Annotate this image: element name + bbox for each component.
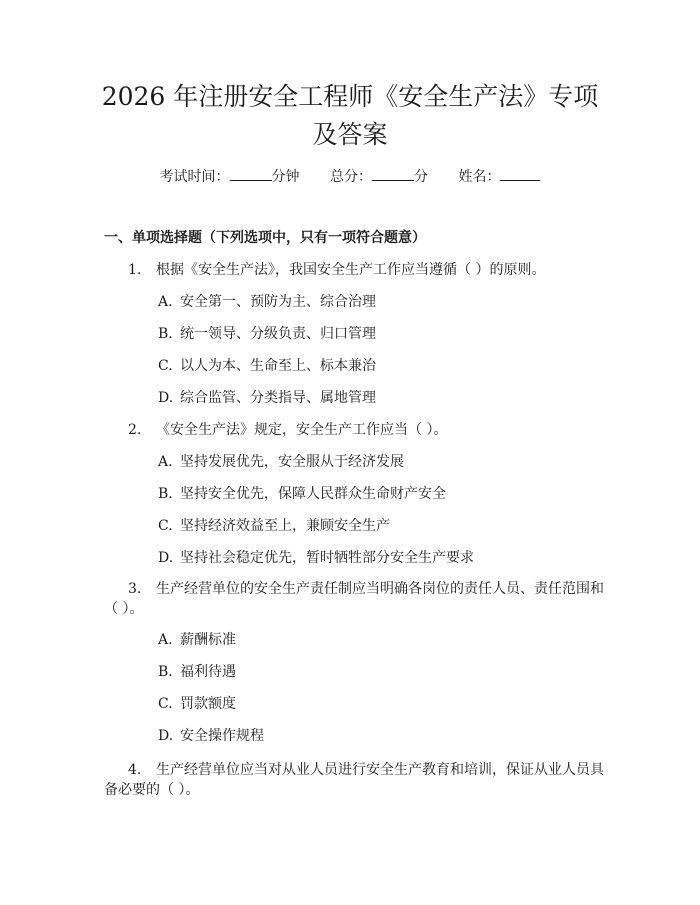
option-letter: B. xyxy=(158,664,173,680)
option-text: 以人为本、生命至上、标本兼治 xyxy=(180,358,376,374)
option-letter: C. xyxy=(158,696,173,712)
option-letter: A. xyxy=(158,454,173,470)
option-text: 统一领导、分级负责、归口管理 xyxy=(180,326,376,342)
question-text: 生产经营单位的安全生产责任制应当明确各岗位的责任人员、责任范围和（ ）。 xyxy=(104,581,604,617)
option-letter: B. xyxy=(158,326,173,342)
question-2-option-d xyxy=(158,548,474,568)
question-text: 《安全生产法》规定，安全生产工作应当（ ）。 xyxy=(156,422,448,438)
question-2-option-b xyxy=(158,484,446,504)
question-number: 1. xyxy=(128,262,142,278)
question-1-option-a xyxy=(158,292,376,312)
question-3-option-a xyxy=(158,630,236,650)
option-text: 安全第一、预防为主、综合治理 xyxy=(180,294,376,310)
option-letter: D. xyxy=(158,728,174,744)
section-heading: 一、单项选择题（下列选项中，只有一项符合题意） xyxy=(104,230,426,246)
question-number: 3. xyxy=(128,581,142,597)
total-score-label: 总分： xyxy=(330,169,372,185)
option-text: 薪酬标准 xyxy=(180,632,236,648)
question-number: 4. xyxy=(128,762,142,778)
option-letter: B. xyxy=(158,486,173,502)
total-score-unit: 分 xyxy=(414,169,428,185)
question-text: 生产经营单位应当对从业人员进行安全生产教育和培训，保证从业人员具备必要的（ ）。 xyxy=(104,762,604,798)
exam-time-unit: 分钟 xyxy=(271,169,300,185)
question-2-option-c xyxy=(158,516,390,536)
option-letter: D. xyxy=(158,550,174,566)
question-3-option-c xyxy=(158,694,236,714)
question-3-option-b xyxy=(158,662,236,682)
option-letter: C. xyxy=(158,358,173,374)
total-score-blank xyxy=(372,166,414,181)
option-letter: A. xyxy=(158,632,173,648)
option-text: 综合监管、分类指导、属地管理 xyxy=(180,390,376,406)
option-text: 坚持安全优先，保障人民群众生命财产安全 xyxy=(180,486,446,502)
option-letter: D. xyxy=(158,390,174,406)
student-name xyxy=(458,166,540,187)
question-2-option-a xyxy=(158,452,404,472)
student-name-label: 姓名： xyxy=(458,169,501,185)
question-1 xyxy=(104,260,604,280)
question-number: 2. xyxy=(128,422,142,438)
exam-time-blank xyxy=(230,166,272,181)
question-1-option-c xyxy=(158,356,376,376)
exam-time xyxy=(160,166,300,187)
option-letter: A. xyxy=(158,294,173,310)
student-name-blank xyxy=(500,166,540,181)
option-text: 福利待遇 xyxy=(180,664,236,680)
exam-info-line xyxy=(0,166,700,187)
option-text: 安全操作规程 xyxy=(180,728,264,744)
question-3-option-d xyxy=(158,726,264,746)
question-4 xyxy=(104,760,604,800)
option-text: 坚持发展优先，安全服从于经济发展 xyxy=(180,454,404,470)
question-1-option-b xyxy=(158,324,376,344)
document-title: 2026 年注册安全工程师《安全生产法》专项及答案 xyxy=(101,82,599,149)
exam-time-label: 考试时间： xyxy=(159,169,230,185)
question-3 xyxy=(104,579,604,619)
total-score xyxy=(330,166,428,187)
option-letter: C. xyxy=(158,518,173,534)
question-1-option-d xyxy=(158,388,376,408)
question-2 xyxy=(104,420,604,440)
question-text: 根据《安全生产法》，我国安全生产工作应当遵循（ ）的原则。 xyxy=(156,262,546,278)
option-text: 坚持社会稳定优先，暂时牺牲部分安全生产要求 xyxy=(180,550,474,566)
option-text: 罚款额度 xyxy=(180,696,236,712)
option-text: 坚持经济效益至上，兼顾安全生产 xyxy=(180,518,390,534)
